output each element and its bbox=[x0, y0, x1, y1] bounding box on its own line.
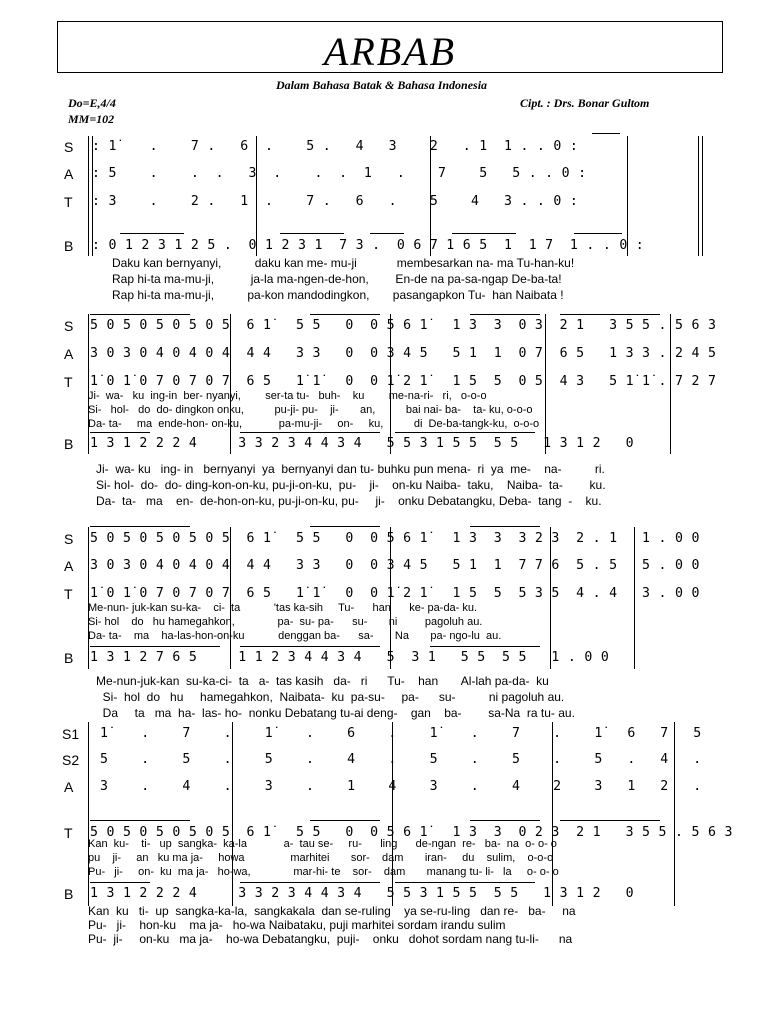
lyric-line: Si- hol- do- do- ding-kon-on-ku, pu-ji-on-ku, pu- ji- on-ku Naiba- taku, Naiba- ta- ku. bbox=[96, 478, 606, 492]
beam bbox=[560, 820, 660, 821]
voice-label-s1: S1 bbox=[62, 726, 80, 742]
beam bbox=[90, 820, 190, 821]
barline bbox=[88, 722, 89, 906]
lyric-line: Pu- ji- hon-ku ma ja- ho-wa Naibataku, puji marhitei sordam irandu sulim bbox=[88, 918, 506, 932]
lyric-line-inner: Pu- ji- on- ku ma ja- ho-wa, mar-hi- te sor- dam manang tu- li- la o- o- o bbox=[88, 866, 559, 878]
voice-label-b: B bbox=[64, 886, 74, 902]
barline bbox=[232, 722, 233, 906]
voice-label-t: T bbox=[64, 194, 73, 210]
voice-label-a: A bbox=[64, 346, 74, 362]
lyric-line: Da ta ma ha- las- ho- nonku Debatang tu-ai deng- gan ba- sa-Na ra tu- au. bbox=[96, 706, 575, 720]
barline bbox=[552, 722, 553, 906]
lyric-line-inner: Kan ku- ti- up sangka- ka-la a- tau se- ru- ling de-ngan re- ba- na o- o- o bbox=[88, 838, 557, 850]
voice-label-a: A bbox=[64, 779, 74, 795]
lyric-line-inner: Da- ta- ma ende-hon- on-ku, pa-mu-ji- on- ku, di De-ba-tangk-ku, o-o-o bbox=[88, 418, 540, 430]
beam bbox=[574, 233, 622, 234]
beam bbox=[240, 646, 380, 647]
beam bbox=[430, 646, 540, 647]
voice-label-a: A bbox=[64, 558, 74, 574]
beam bbox=[470, 526, 540, 527]
beam bbox=[370, 233, 404, 234]
beam bbox=[90, 314, 190, 315]
voice-label-a: A bbox=[64, 166, 74, 182]
notes-soprano: 5 0 5 0 5 0 5 0 5 6 1̇ 5 5 0 0 5 6 1̇ 1 3 3 0 3 2 1 3 5 5 . 5 6 3 bbox=[90, 318, 717, 333]
notes-soprano: : 1̇ . 7 . 6 . 5 . 4 3 2 . 1 1 . . 0 : bbox=[92, 139, 579, 154]
voice-label-b: B bbox=[64, 650, 74, 666]
voice-label-b: B bbox=[64, 238, 74, 254]
lyric-line-inner: Da- ta- ma ha-las-hon-on-ku denggan ba- sa- Na pa- ngo-lu au. bbox=[88, 630, 502, 642]
beam bbox=[470, 820, 540, 821]
lyric-line: Pu- ji- on-ku ma ja- ho-wa Debatangku, puji- onku dohot sordam nang tu-li- na bbox=[88, 932, 573, 946]
voice-label-s2: S2 bbox=[62, 752, 80, 768]
tempo: MM=102 bbox=[68, 112, 115, 126]
barline bbox=[88, 527, 89, 669]
notes-soprano-1: 1̇ . 7 . 1̇ . 6 . 1̇ . 7 . 1̇ 6 7 5 bbox=[100, 726, 702, 741]
beam bbox=[395, 882, 535, 883]
notes-tenor: 5 0 5 0 5 0 5 0 5 6 1̇ 5 5 0 0 5 6 1̇ 1 3 3 0 2 3 2 1 3 5 5 . 5 6 3 bbox=[90, 825, 733, 840]
notes-alto: : 5 . . . 3 . . . 1 . 7 5 5 . . 0 : bbox=[92, 166, 587, 181]
lyric-line: Rap hi-ta ma-mu-ji, pa-kon mandodingkon, pasangapkon Tu- han Naibata ! bbox=[112, 288, 564, 302]
notes-soprano: 5 0 5 0 5 0 5 0 5 6 1̇ 5 5 0 0 5 6 1̇ 1 3 3 3 2 3 2 . 1 1 . 0 0 bbox=[90, 531, 700, 546]
notes-alto: 3 . 4 . 3 . 1 4 3 . 4 2 3 1 2 . bbox=[100, 779, 702, 794]
song-title: ARBAB bbox=[323, 29, 457, 74]
lyric-line: Si- hol do hu hamegahkon, Naibata- ku pa-su- pa- su- ni pagoluh au. bbox=[96, 690, 565, 704]
voice-label-t: T bbox=[64, 374, 73, 390]
lyric-line: Daku kan bernyanyi, daku kan me- mu-ji membesarkan na- ma Tu-han-ku! bbox=[112, 256, 575, 270]
voice-label-s: S bbox=[64, 139, 74, 155]
beam bbox=[90, 526, 190, 527]
voice-label-s: S bbox=[64, 318, 74, 334]
voice-label-b: B bbox=[64, 436, 74, 452]
subtitle: Dalam Bahasa Batak & Bahasa Indonesia bbox=[276, 78, 488, 92]
lyric-line-inner: Si- hol do hu hamegahkon, pa- su- pa- su- ni pagoluh au. bbox=[88, 616, 483, 628]
beam bbox=[310, 820, 380, 821]
lyric-line-inner: Me-nun- juk-kan su-ka- ci- ta 'tas ka-sih Tu- han ke- pa-da- ku. bbox=[88, 602, 478, 614]
lyric-line: Kan ku ti- up sangka-ka-la, sangkakala dan se-ruling ya se-ru-ling dan re- ba- na bbox=[88, 904, 576, 918]
beam bbox=[90, 882, 150, 883]
beam bbox=[240, 882, 380, 883]
barline bbox=[392, 722, 393, 906]
lyric-line-inner: Si- hol- do do- dingkon onku, pu-ji- pu- ji- an, bai nai- ba- ta- ku, o-o-o bbox=[88, 404, 533, 416]
voice-label-t: T bbox=[64, 586, 73, 602]
beam bbox=[280, 233, 344, 234]
notes-alto: 3 0 3 0 4 0 4 0 4 4 4 3 3 0 0 3 4 5 5 1 1 0 7 6 5 1 3 3 . 2 4 5 bbox=[90, 346, 717, 361]
title-box bbox=[57, 21, 723, 73]
beam bbox=[560, 314, 660, 315]
notes-alto: 3 0 3 0 4 0 4 0 4 4 4 3 3 0 0 3 4 5 5 1 1 7 7 6 5 . 5 5 . 0 0 bbox=[90, 558, 700, 573]
lyric-line-inner: Ji- wa- ku ing-in ber- nyanyi, ser-ta tu- buh- ku me-na-ri- ri, o-o-o bbox=[88, 390, 487, 402]
notes-bass: : 0 1 2 3 1 2 5 . 0 1 2 3 1 7 3 . 0 6 7 1 6 5 1 1 7 1 . . 0 : bbox=[92, 238, 645, 253]
notes-bass: 1 3 1 2 2 2 4 3 3 2 3 4 4 3 4 5 5 3 1 5 5 5 5 1 3 1 2 0 bbox=[90, 886, 634, 901]
lyric-line: Me-nun-juk-kan su-ka-ci- ta a- tas kasih da- ri Tu- han Al-lah pa-da- ku bbox=[96, 674, 549, 688]
barline bbox=[674, 722, 675, 906]
lyric-line: Ji- wa- ku ing- in bernyanyi ya bernyanyi dan tu- buhku pun mena- ri ya me- na- ri. bbox=[96, 462, 605, 476]
lyric-line: Rap hi-ta ma-mu-ji, ja-la ma-ngen-de-hon, En-de na pa-sa-ngap De-ba-ta! bbox=[112, 272, 562, 286]
beam bbox=[452, 233, 516, 234]
composer: Cipt. : Drs. Bonar Gultom bbox=[520, 96, 650, 110]
lyric-line-inner: pu ji- an ku ma ja- howa marhitei sor- dam iran- du sulim, o-o-o bbox=[88, 852, 554, 864]
beam bbox=[90, 646, 220, 647]
notes-tenor: : 3 . 2 . 1 . 7 . 6 . 5 4 3 . . 0 : bbox=[92, 194, 579, 209]
lyric-line: Da- ta- ma en- de-hon-on-ku, pu-ji-on-ku, pu- ji- onku Debatangku, Deba- tang - ku. bbox=[96, 494, 602, 508]
repeat-barline-end bbox=[698, 136, 703, 256]
beam bbox=[592, 133, 620, 134]
notes-soprano-2: 5 . 5 . 5 . 4 . 5 . 5 . 5 . 4 . bbox=[100, 752, 702, 767]
beam bbox=[310, 314, 380, 315]
notes-tenor: 1̇ 0 1̇ 0 7 0 7 0 7 6 5 1̇ 1̇ 0 0 1̇ 2 1̇ 1 5 5 0 5 4 3 5 1̇ 1̇ . 7 2 7 bbox=[90, 374, 717, 389]
notes-tenor: 1̇ 0 1̇ 0 7 0 7 0 7 6 5 1̇ 1̇ 0 0 1̇ 2 1̇ 1 5 5 5 3 5 4 . 4 3 . 0 0 bbox=[90, 586, 700, 601]
beam bbox=[310, 526, 380, 527]
voice-label-t: T bbox=[64, 825, 73, 841]
notes-bass: 1 3 1 2 7 6 5 1 1 2 3 4 4 3 4 5 3 1 5 5 5 5 1 . 0 0 bbox=[90, 650, 610, 665]
key-signature: Do=E,4/4 bbox=[68, 96, 116, 110]
beam bbox=[120, 233, 184, 234]
notes-bass: 1 3 1 2 2 2 4 3 3 2 3 4 4 3 4 5 5 3 1 5 5 5 5 1 3 1 2 0 bbox=[90, 436, 634, 451]
beam bbox=[470, 314, 540, 315]
beam bbox=[395, 432, 535, 433]
barline bbox=[88, 314, 89, 454]
beam bbox=[90, 432, 150, 433]
voice-label-s: S bbox=[64, 531, 74, 547]
beam bbox=[240, 432, 380, 433]
